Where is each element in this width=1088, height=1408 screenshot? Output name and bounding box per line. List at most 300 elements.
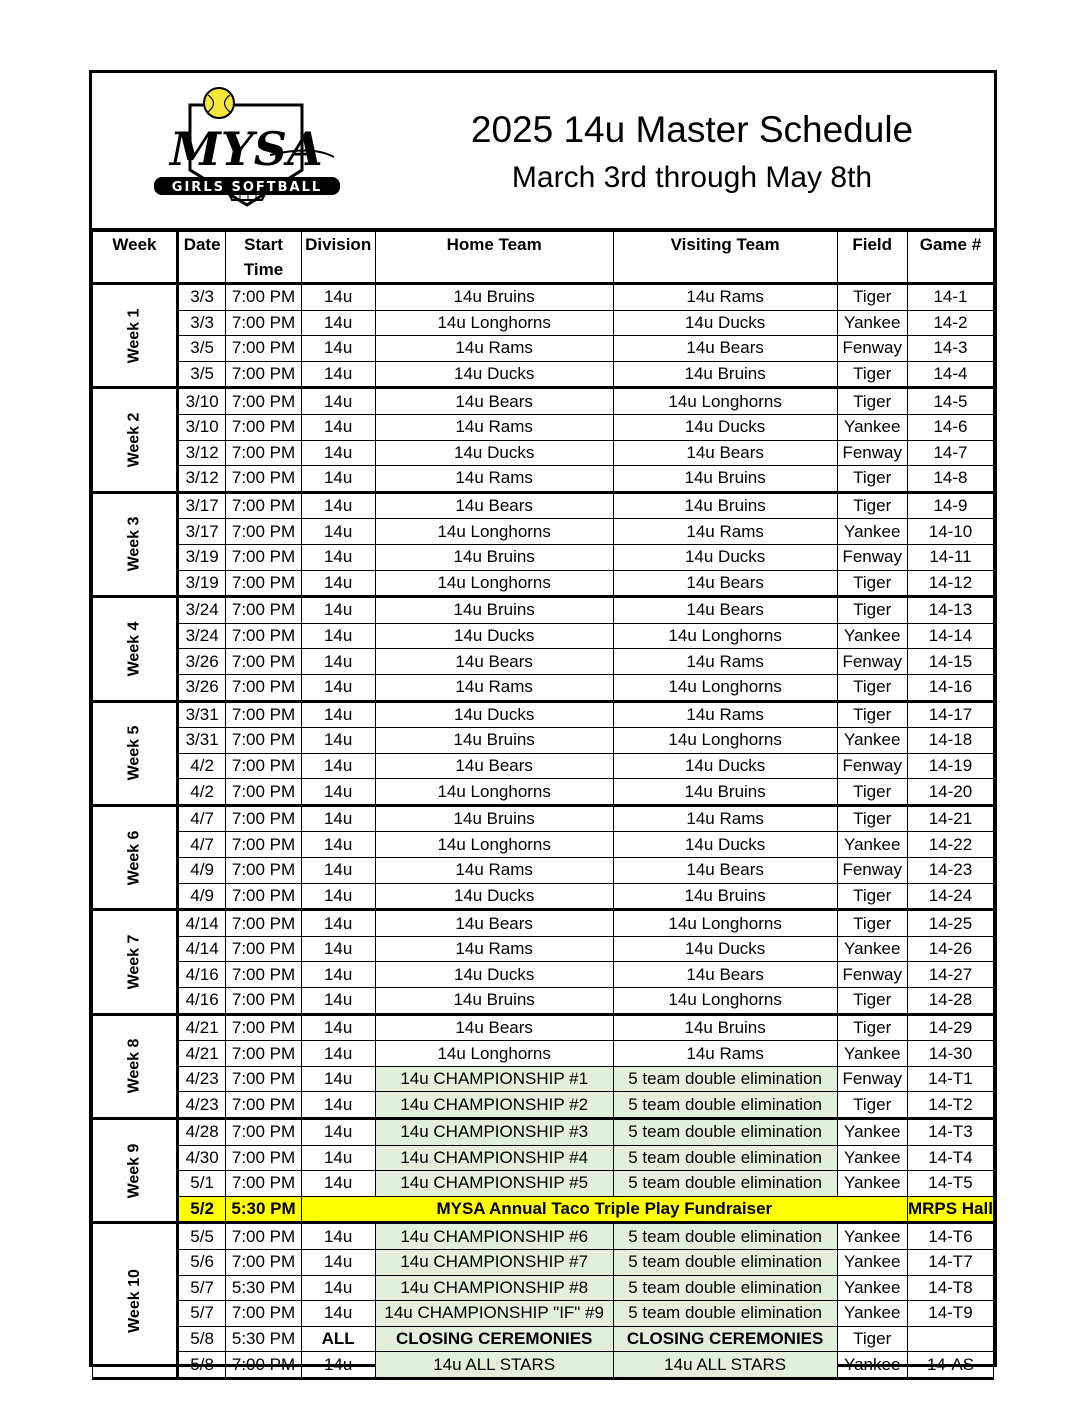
visiting-team-cell: 14u Bruins — [613, 492, 837, 519]
game-number-cell: 14-9 — [907, 492, 993, 519]
field-cell: Yankee — [837, 936, 907, 962]
game-number-cell: 14-10 — [907, 519, 993, 545]
date-cell: 4/23 — [177, 1066, 225, 1092]
date-cell: 3/17 — [177, 519, 225, 545]
game-number-cell: 14-5 — [907, 388, 993, 415]
game-number-cell: 14-30 — [907, 1041, 993, 1067]
date-cell: 4/7 — [177, 805, 225, 832]
division-cell: 14u — [301, 649, 375, 675]
division-cell: 14u — [301, 336, 375, 362]
visiting-team-cell: 14u Ducks — [613, 414, 837, 440]
col-home-team: Home Team — [375, 232, 613, 284]
game-number-cell: 14-AS — [907, 1352, 993, 1379]
division-cell: 14u — [301, 1066, 375, 1092]
date-cell: 4/21 — [177, 1014, 225, 1041]
home-team-cell: 14u Longhorns — [375, 519, 613, 545]
field-cell: Fenway — [837, 544, 907, 570]
date-cell: 5/7 — [177, 1301, 225, 1327]
field-cell: Tiger — [837, 674, 907, 701]
time-cell: 7:00 PM — [226, 466, 301, 493]
field-cell: Yankee — [837, 1301, 907, 1327]
game-number-cell: 14-17 — [907, 701, 993, 728]
date-cell: 4/7 — [177, 832, 225, 858]
game-number-cell: 14-3 — [907, 336, 993, 362]
visiting-team-cell: 14u Longhorns — [613, 674, 837, 701]
division-cell: 14u — [301, 1223, 375, 1250]
game-number-cell: 14-28 — [907, 988, 993, 1015]
date-cell: 4/9 — [177, 858, 225, 884]
home-team-cell: 14u Longhorns — [375, 779, 613, 806]
home-team-cell: 14u Bears — [375, 1014, 613, 1041]
visiting-team-cell: 14u Longhorns — [613, 623, 837, 649]
division-cell: 14u — [301, 597, 375, 624]
field-cell: Fenway — [837, 962, 907, 988]
time-cell: 7:00 PM — [226, 544, 301, 570]
home-team-cell: 14u Bruins — [375, 284, 613, 311]
game-number-cell: 14-T4 — [907, 1145, 993, 1171]
division-cell: 14u — [301, 414, 375, 440]
field-cell: Fenway — [837, 1066, 907, 1092]
time-cell: 7:00 PM — [226, 310, 301, 336]
table-row — [93, 623, 994, 649]
home-team-cell: 14u Bruins — [375, 597, 613, 624]
page-title: 2025 14u Master Schedule — [470, 109, 914, 150]
date-cell: 3/24 — [177, 623, 225, 649]
date-cell: 4/30 — [177, 1145, 225, 1171]
time-cell: 7:00 PM — [226, 1145, 301, 1171]
game-number-cell: 14-14 — [907, 623, 993, 649]
table-row — [93, 674, 994, 701]
time-cell: 7:00 PM — [226, 883, 301, 910]
date-cell: 3/3 — [177, 284, 225, 311]
mysa-logo — [152, 85, 342, 225]
division-cell: 14u — [301, 440, 375, 466]
game-number-cell: 14-T9 — [907, 1301, 993, 1327]
game-number-cell: 14-T1 — [907, 1066, 993, 1092]
field-cell: Yankee — [837, 519, 907, 545]
division-cell: 14u — [301, 1014, 375, 1041]
game-number-cell — [907, 1326, 993, 1352]
week-label-cell — [93, 910, 178, 1014]
time-cell: 7:00 PM — [226, 414, 301, 440]
division-cell: 14u — [301, 570, 375, 597]
date-cell: 4/16 — [177, 962, 225, 988]
week-label-cell — [93, 388, 178, 492]
visiting-team-cell: 14u ALL STARS — [613, 1352, 837, 1379]
visiting-team-cell: 14u Rams — [613, 519, 837, 545]
visiting-team-cell: 14u Rams — [613, 805, 837, 832]
date-cell: 4/2 — [177, 779, 225, 806]
week-label-cell — [93, 1014, 178, 1118]
table-row — [93, 779, 994, 806]
field-cell: Tiger — [837, 570, 907, 597]
date-cell: 4/16 — [177, 988, 225, 1015]
game-number-cell: 14-2 — [907, 310, 993, 336]
home-team-cell: 14u Bears — [375, 492, 613, 519]
game-number-cell: 14-25 — [907, 910, 993, 937]
home-team-cell: 14u CHAMPIONSHIP #1 — [375, 1066, 613, 1092]
division-cell: 14u — [301, 1301, 375, 1327]
division-cell: 14u — [301, 779, 375, 806]
week-label-cell — [93, 597, 178, 701]
visiting-team-cell: 14u Longhorns — [613, 728, 837, 754]
table-row — [93, 701, 994, 728]
time-cell: 7:00 PM — [226, 492, 301, 519]
game-number-cell: 14-29 — [907, 1014, 993, 1041]
field-cell: Yankee — [837, 832, 907, 858]
table-row — [93, 597, 994, 624]
table-row — [93, 883, 994, 910]
division-cell: 14u — [301, 1171, 375, 1197]
division-cell: 14u — [301, 674, 375, 701]
time-cell: 7:00 PM — [226, 962, 301, 988]
col-game-number: Game # — [907, 232, 993, 284]
time-cell: 7:00 PM — [226, 936, 301, 962]
division-cell: 14u — [301, 805, 375, 832]
visiting-team-cell: 14u Rams — [613, 1041, 837, 1067]
week-label-cell — [93, 701, 178, 805]
date-cell: 5/5 — [177, 1223, 225, 1250]
visiting-team-cell: 5 team double elimination — [613, 1092, 837, 1119]
field-cell: Tiger — [837, 883, 907, 910]
table-row — [93, 962, 994, 988]
field-cell: Tiger — [837, 284, 907, 311]
game-number-cell: 14-12 — [907, 570, 993, 597]
field-cell: MRPS Hall — [907, 1196, 993, 1223]
table-row — [93, 1196, 994, 1223]
field-cell: Yankee — [837, 1171, 907, 1197]
table-row — [93, 936, 994, 962]
time-cell: 7:00 PM — [226, 858, 301, 884]
visiting-team-cell: 14u Ducks — [613, 832, 837, 858]
field-cell: Yankee — [837, 1145, 907, 1171]
date-cell: 4/2 — [177, 753, 225, 779]
field-cell: Tiger — [837, 1014, 907, 1041]
date-cell: 3/19 — [177, 570, 225, 597]
visiting-team-cell: 14u Bears — [613, 858, 837, 884]
visiting-team-cell: 14u Rams — [613, 284, 837, 311]
division-cell: 14u — [301, 936, 375, 962]
time-cell: 7:00 PM — [226, 1301, 301, 1327]
table-row — [93, 336, 994, 362]
date-cell: 4/9 — [177, 883, 225, 910]
svg-text:GIRLS SOFTBALL: GIRLS SOFTBALL — [171, 180, 323, 195]
table-row — [93, 1092, 994, 1119]
date-cell: 3/19 — [177, 544, 225, 570]
table-row — [93, 1223, 994, 1250]
time-cell: 7:00 PM — [226, 701, 301, 728]
date-cell: 5/7 — [177, 1275, 225, 1301]
division-cell: 14u — [301, 962, 375, 988]
field-cell: Yankee — [837, 1352, 907, 1379]
table-row — [93, 466, 994, 493]
field-cell: Tiger — [837, 361, 907, 388]
date-cell: 4/21 — [177, 1041, 225, 1067]
visiting-team-cell: 5 team double elimination — [613, 1301, 837, 1327]
time-cell: 7:00 PM — [226, 1249, 301, 1275]
visiting-team-cell: 14u Bears — [613, 570, 837, 597]
time-cell: 7:00 PM — [226, 597, 301, 624]
date-cell: 3/10 — [177, 388, 225, 415]
game-number-cell: 14-T3 — [907, 1119, 993, 1146]
home-team-cell: 14u Bears — [375, 753, 613, 779]
home-team-cell: 14u Rams — [375, 674, 613, 701]
field-cell: Yankee — [837, 1119, 907, 1146]
visiting-team-cell: 14u Ducks — [613, 936, 837, 962]
field-cell: Tiger — [837, 492, 907, 519]
date-cell: 3/5 — [177, 361, 225, 388]
col-start-time: Start Time — [226, 232, 301, 284]
division-cell: 14u — [301, 623, 375, 649]
game-number-cell: 14-15 — [907, 649, 993, 675]
home-team-cell: 14u Bears — [375, 388, 613, 415]
col-field: Field — [837, 232, 907, 284]
division-cell: 14u — [301, 701, 375, 728]
game-number-cell: 14-T6 — [907, 1223, 993, 1250]
field-cell: Tiger — [837, 1092, 907, 1119]
home-team-cell: 14u Rams — [375, 336, 613, 362]
date-cell: 4/14 — [177, 936, 225, 962]
visiting-team-cell: 14u Bears — [613, 336, 837, 362]
date-cell: 3/3 — [177, 310, 225, 336]
game-number-cell: 14-7 — [907, 440, 993, 466]
game-number-cell: 14-23 — [907, 858, 993, 884]
field-cell: Tiger — [837, 597, 907, 624]
division-cell: 14u — [301, 519, 375, 545]
table-row — [93, 988, 994, 1015]
home-team-cell: 14u CHAMPIONSHIP #4 — [375, 1145, 613, 1171]
time-cell: 7:00 PM — [226, 336, 301, 362]
home-team-cell: 14u Ducks — [375, 623, 613, 649]
game-number-cell: 14-19 — [907, 753, 993, 779]
event-cell: MYSA Annual Taco Triple Play Fundraiser — [301, 1196, 907, 1223]
field-cell: Tiger — [837, 388, 907, 415]
table-row — [93, 649, 994, 675]
home-team-cell: 14u Bears — [375, 649, 613, 675]
game-number-cell: 14-T8 — [907, 1275, 993, 1301]
table-row — [93, 832, 994, 858]
page-subtitle: March 3rd through May 8th — [511, 161, 873, 194]
home-team-cell: 14u ALL STARS — [375, 1352, 613, 1379]
field-cell: Tiger — [837, 805, 907, 832]
col-division: Division — [301, 232, 375, 284]
time-cell: 5:30 PM — [226, 1275, 301, 1301]
home-team-cell: 14u Longhorns — [375, 1041, 613, 1067]
date-cell: 5/8 — [177, 1326, 225, 1352]
date-cell: 3/5 — [177, 336, 225, 362]
time-cell: 7:00 PM — [226, 361, 301, 388]
header-row — [93, 232, 994, 284]
home-team-cell: 14u Bruins — [375, 544, 613, 570]
week-label: Week 10 — [125, 1268, 143, 1333]
visiting-team-cell: 5 team double elimination — [613, 1119, 837, 1146]
date-cell: 3/31 — [177, 728, 225, 754]
division-cell: 14u — [301, 988, 375, 1015]
time-cell: 5:30 PM — [226, 1196, 301, 1223]
game-number-cell: 14-T7 — [907, 1249, 993, 1275]
field-cell: Yankee — [837, 1041, 907, 1067]
table-row — [93, 910, 994, 937]
game-number-cell: 14-26 — [907, 936, 993, 962]
time-cell: 5:30 PM — [226, 1326, 301, 1352]
table-row — [93, 1249, 994, 1275]
week-label-cell — [93, 492, 178, 596]
table-row — [93, 805, 994, 832]
division-cell: 14u — [301, 310, 375, 336]
division-cell: 14u — [301, 1145, 375, 1171]
division-cell: 14u — [301, 1041, 375, 1067]
visiting-team-cell: 14u Ducks — [613, 753, 837, 779]
table-row — [93, 1014, 994, 1041]
week-label: Week 4 — [125, 621, 143, 677]
week-label: Week 3 — [125, 517, 143, 572]
date-cell: 3/10 — [177, 414, 225, 440]
table-row — [93, 388, 994, 415]
home-team-cell: 14u Ducks — [375, 701, 613, 728]
game-number-cell: 14-4 — [907, 361, 993, 388]
home-team-cell: 14u CHAMPIONSHIP "IF" #9 — [375, 1301, 613, 1327]
date-cell: 5/8 — [177, 1352, 225, 1379]
date-cell: 5/2 — [177, 1196, 225, 1223]
table-row — [93, 284, 994, 311]
time-cell: 7:00 PM — [226, 753, 301, 779]
visiting-team-cell: 14u Bruins — [613, 883, 837, 910]
table-row — [93, 544, 994, 570]
field-cell: Tiger — [837, 779, 907, 806]
time-cell: 7:00 PM — [226, 728, 301, 754]
time-cell: 7:00 PM — [226, 388, 301, 415]
table-row — [93, 1119, 994, 1146]
date-cell: 4/23 — [177, 1092, 225, 1119]
field-cell: Tiger — [837, 1326, 907, 1352]
division-cell: 14u — [301, 1275, 375, 1301]
time-cell: 7:00 PM — [226, 1066, 301, 1092]
field-cell: Yankee — [837, 1275, 907, 1301]
game-number-cell: 14-11 — [907, 544, 993, 570]
table-row — [93, 753, 994, 779]
division-cell: 14u — [301, 910, 375, 937]
game-number-cell: 14-24 — [907, 883, 993, 910]
division-cell: 14u — [301, 284, 375, 311]
visiting-team-cell: 14u Rams — [613, 649, 837, 675]
table-row — [93, 858, 994, 884]
table-row — [93, 1275, 994, 1301]
division-cell: 14u — [301, 1352, 375, 1379]
table-row — [93, 1352, 994, 1379]
game-number-cell: 14-T5 — [907, 1171, 993, 1197]
time-cell: 7:00 PM — [226, 519, 301, 545]
home-team-cell: 14u Rams — [375, 858, 613, 884]
game-number-cell: 14-T2 — [907, 1092, 993, 1119]
field-cell: Fenway — [837, 440, 907, 466]
visiting-team-cell: 14u Bruins — [613, 779, 837, 806]
week-label: Week 8 — [125, 1038, 143, 1094]
table-row — [93, 570, 994, 597]
col-visiting-team: Visiting Team — [613, 232, 837, 284]
week-label: Week 7 — [125, 934, 143, 990]
field-cell: Yankee — [837, 1223, 907, 1250]
visiting-team-cell: 14u Rams — [613, 701, 837, 728]
division-cell: 14u — [301, 1092, 375, 1119]
home-team-cell: 14u Rams — [375, 414, 613, 440]
time-cell: 7:00 PM — [226, 284, 301, 311]
home-team-cell: 14u Longhorns — [375, 310, 613, 336]
field-cell: Yankee — [837, 1249, 907, 1275]
date-cell: 3/24 — [177, 597, 225, 624]
visiting-team-cell: 14u Bruins — [613, 1014, 837, 1041]
field-cell: Fenway — [837, 858, 907, 884]
time-cell: 7:00 PM — [226, 1352, 301, 1379]
date-cell: 3/31 — [177, 701, 225, 728]
visiting-team-cell: 5 team double elimination — [613, 1145, 837, 1171]
table-row — [93, 310, 994, 336]
home-team-cell: 14u Bears — [375, 910, 613, 937]
svg-text:MYSA: MYSA — [170, 122, 323, 176]
table-row — [93, 1171, 994, 1197]
game-number-cell: 14-22 — [907, 832, 993, 858]
time-cell: 7:00 PM — [226, 1092, 301, 1119]
visiting-team-cell: 14u Bruins — [613, 466, 837, 493]
time-cell: 7:00 PM — [226, 1014, 301, 1041]
field-cell: Tiger — [837, 701, 907, 728]
field-cell: Yankee — [837, 623, 907, 649]
visiting-team-cell: 5 team double elimination — [613, 1223, 837, 1250]
field-cell: Fenway — [837, 753, 907, 779]
week-label: Week 1 — [125, 308, 143, 364]
home-team-cell: 14u CHAMPIONSHIP #5 — [375, 1171, 613, 1197]
time-cell: 7:00 PM — [226, 988, 301, 1015]
game-number-cell: 14-16 — [907, 674, 993, 701]
field-cell: Tiger — [837, 910, 907, 937]
home-team-cell: 14u Longhorns — [375, 832, 613, 858]
week-label-cell — [93, 284, 178, 388]
visiting-team-cell: 14u Ducks — [613, 310, 837, 336]
home-team-cell: 14u CHAMPIONSHIP #6 — [375, 1223, 613, 1250]
game-number-cell: 14-27 — [907, 962, 993, 988]
visiting-team-cell: 14u Bears — [613, 962, 837, 988]
division-cell: 14u — [301, 832, 375, 858]
schedule-table — [92, 231, 994, 1380]
field-cell: Fenway — [837, 649, 907, 675]
division-cell: 14u — [301, 753, 375, 779]
division-cell: 14u — [301, 883, 375, 910]
time-cell: 7:00 PM — [226, 779, 301, 806]
game-number-cell: 14-18 — [907, 728, 993, 754]
field-cell: Yankee — [837, 310, 907, 336]
date-cell: 3/26 — [177, 649, 225, 675]
date-cell: 4/28 — [177, 1119, 225, 1146]
time-cell: 7:00 PM — [226, 832, 301, 858]
week-label-cell — [93, 1119, 178, 1223]
table-row — [93, 1041, 994, 1067]
visiting-team-cell: 14u Bruins — [613, 361, 837, 388]
field-cell: Yankee — [837, 728, 907, 754]
home-team-cell: 14u CHAMPIONSHIP #2 — [375, 1092, 613, 1119]
home-team-cell: 14u Rams — [375, 936, 613, 962]
schedule-sheet — [89, 70, 997, 1374]
game-number-cell: 14-1 — [907, 284, 993, 311]
field-cell: Tiger — [837, 988, 907, 1015]
date-cell: 5/1 — [177, 1171, 225, 1197]
visiting-team-cell: CLOSING CEREMONIES — [613, 1326, 837, 1352]
field-cell: Fenway — [837, 336, 907, 362]
field-cell: Yankee — [837, 414, 907, 440]
time-cell: 7:00 PM — [226, 1223, 301, 1250]
division-cell: ALL — [301, 1326, 375, 1352]
field-cell: Tiger — [837, 466, 907, 493]
home-team-cell: 14u Ducks — [375, 440, 613, 466]
division-cell: 14u — [301, 388, 375, 415]
